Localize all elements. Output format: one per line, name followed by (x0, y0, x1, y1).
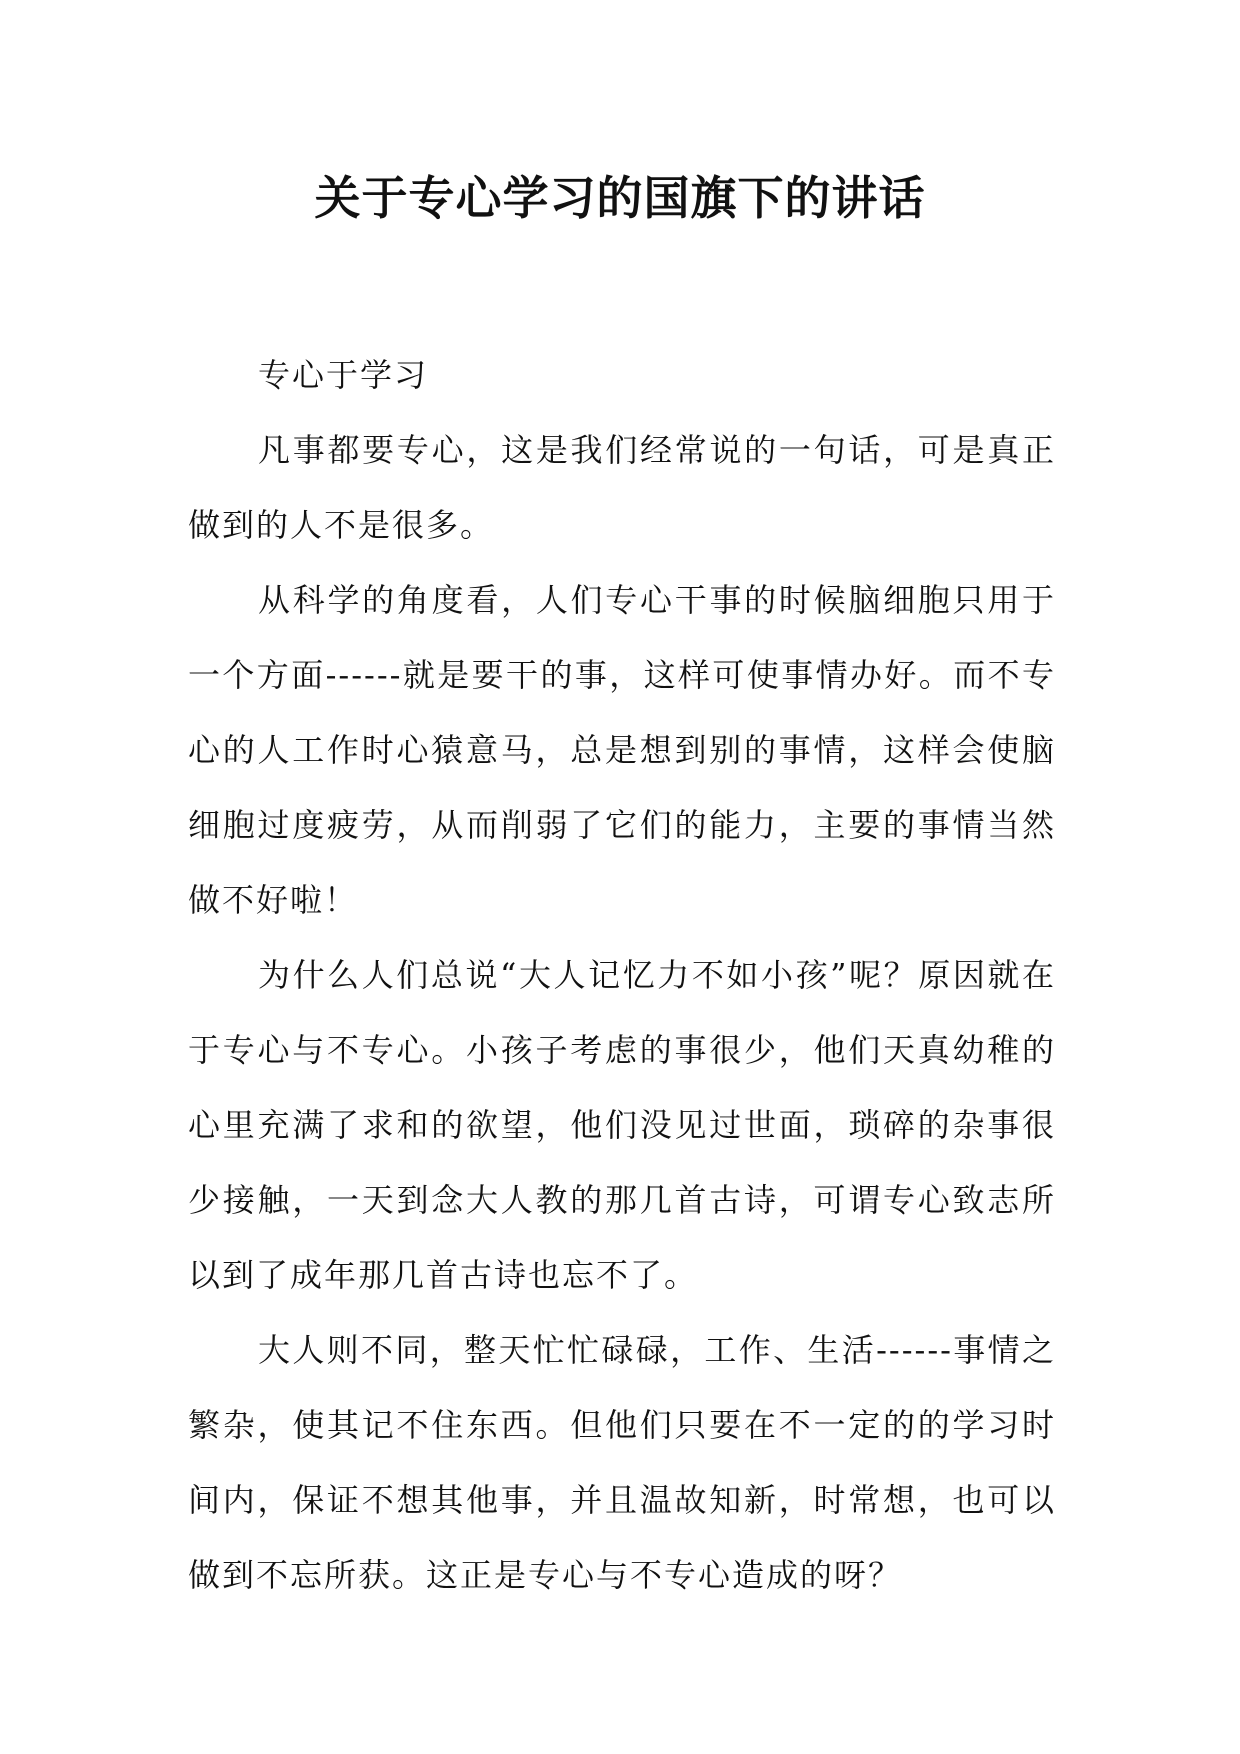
paragraph: 为什么人们总说“大人记忆力不如小孩”呢？原因就在于专心与不专心。小孩子考虑的事很少，他们天真幼稚的心里充满了求和的欲望，他们没见过世面，琐碎的杂事很少接触，一天到念大人教的那几首古诗，可谓专心致志所以到了成年那几首古诗也忘不了。 (188, 956, 1056, 1294)
paragraph: 大人则不同，整天忙忙碌碌，工作、生活------事情之繁杂，使其记不住东西。但他们只要在不一定的的学习时间内，保证不想其他事，并且温故知新，时常想，也可以做到不忘所获。这正是专心与不专心造成的呀？ (188, 1331, 1056, 1594)
document-title: 关于专心学习的国旗下的讲话 (314, 171, 926, 225)
document-body (188, 338, 1056, 1613)
paragraph: 从科学的角度看，人们专心干事的时候脑细胞只用于一个方面------就是要干的事，这样可使事情办好。而不专心的人工作时心猿意马，总是想到别的事情，这样会使脑细胞过度疲劳，从而削弱了它们的能力，主要的事情当然做不好啦！ (188, 581, 1056, 919)
paragraph-heading: 专心于学习 (258, 356, 429, 394)
paragraph: 凡事都要专心，这是我们经常说的一句话，可是真正做到的人不是很多。 (188, 431, 1056, 544)
